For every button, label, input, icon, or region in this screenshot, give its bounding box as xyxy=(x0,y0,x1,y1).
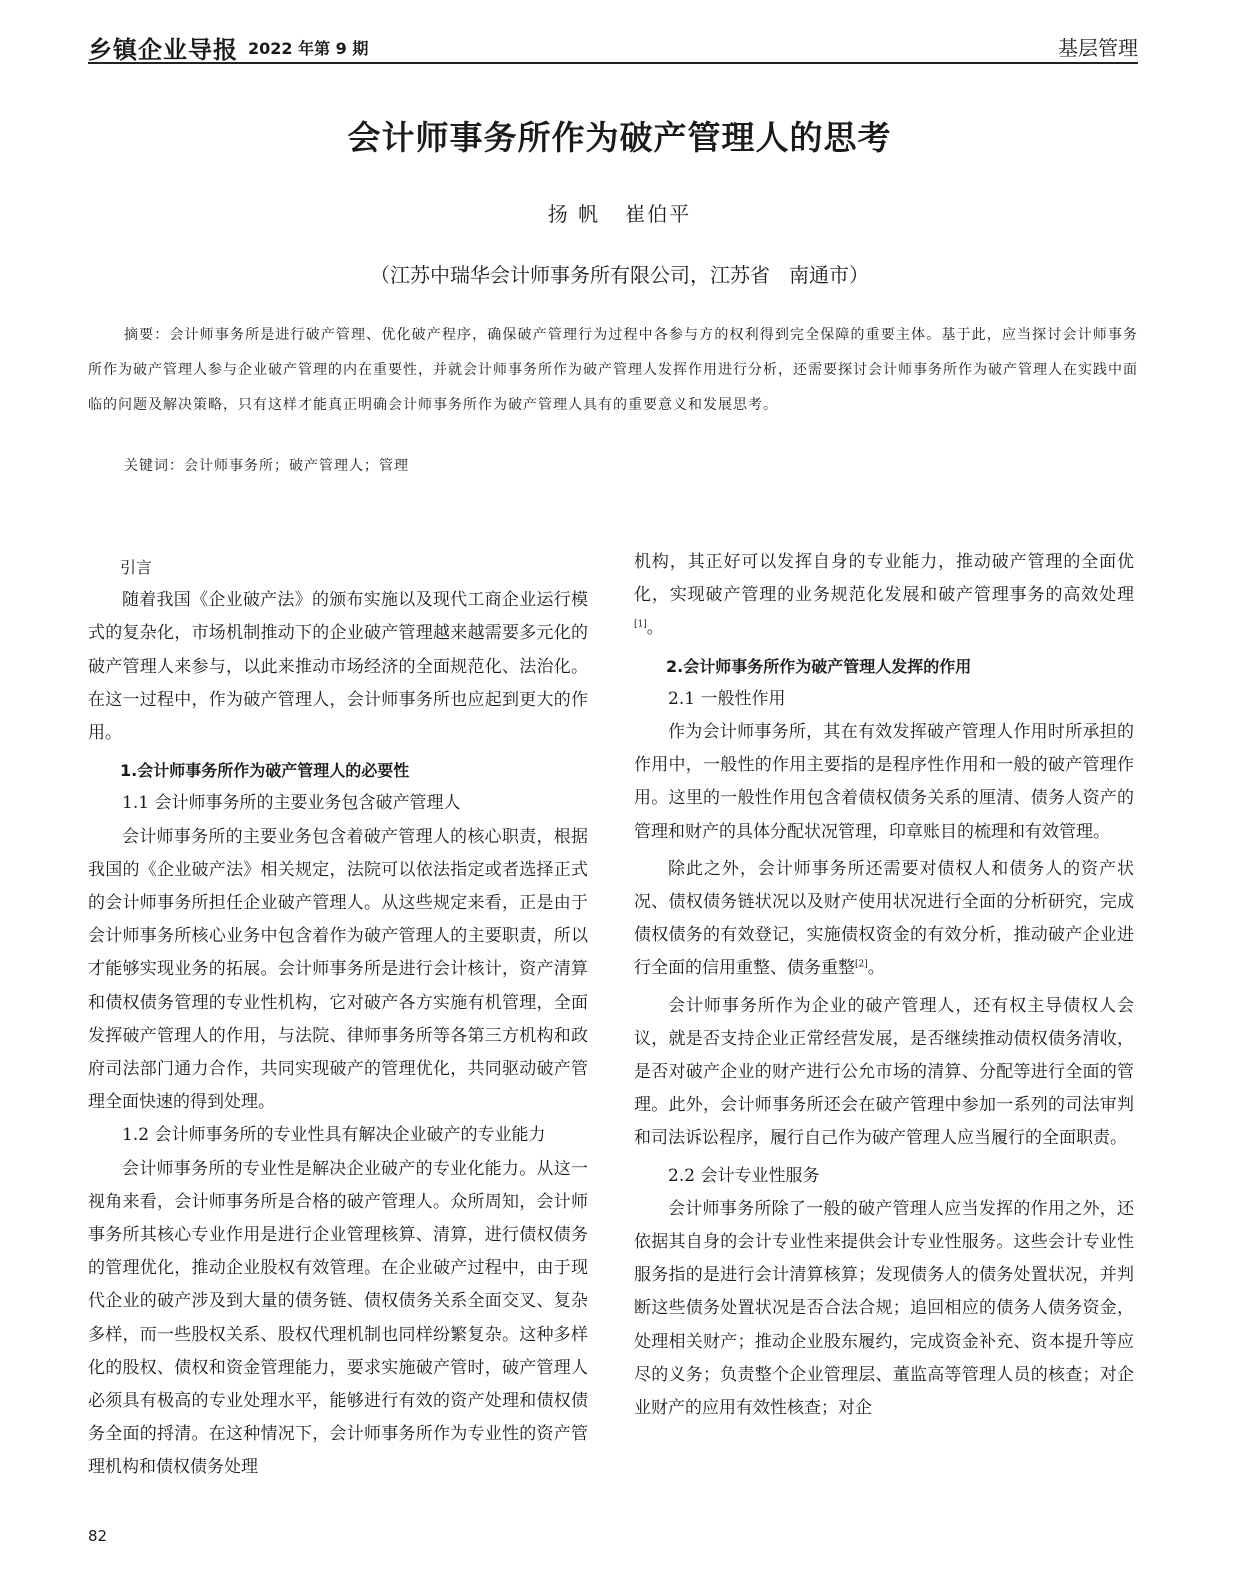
section-2-2-paragraph: 会计师事务所除了一般的破产管理人应当发挥的作用之外，还依据其自身的会计专业性来提供会计专业性服务。这些会计专业性服务指的是进行会计清算核算；发现债务人的债务处置状况，并判断这些债务处置状况是否合法合规；追回相应的债务人债务资金，处理相关财产；推动企业股东履约，完成资金补充、资本提升等应尽的义务；负责整个企业管理层、董监高等管理人员的核查；对企业财产的应用有效性核查；对企 xyxy=(634,1198,1134,1419)
section-2-1-paragraph-2-end: 。 xyxy=(867,958,885,979)
section-1-1-paragraph: 会计师事务所的主要业务包含着破产管理人的核心职责，根据我国的《企业破产法》相关规定，法院可以依法指定或者选择正式的会计师事务所担任企业破产管理人。从这些规定来看，正是由于会计师事务所核心业务中包含着作为破产管理人的主要职责，所以才能够实现业务的拓展。会计师事务所是进行会计核计，资产清算和债权债务管理的专业性机构，它对破产各方实施有机管理，全面发挥破产管理人的作用，与法院、律师事务所等各第三方机构和政府司法部门通力合作，共同实现破产的管理优化，共同驱动破产管理全面快速的得到处理。 xyxy=(88,826,588,1113)
continued-text: 机构，其正好可以发挥自身的专业能力，推动破产管理的全面优化，实现破产管理的业务规范化发展和破产管理事务的高效处理 xyxy=(634,552,1134,606)
section-2-1-heading: 2.1 一般性作用 xyxy=(668,688,786,709)
section-2-1-paragraph-2 xyxy=(634,853,1134,986)
section-2-1-paragraph-1: 作为会计师事务所，其在有效发挥破产管理人作用时所承担的作用中，一般性的作用主要指的是程序性作用和一般的破产管理作用。这里的一般性作用包含着债权债务关系的厘清、债务人资产的管理和财产的具体分配状况管理，印章账目的梳理和有效管理。 xyxy=(634,722,1134,842)
reference-2: [2] xyxy=(855,959,868,970)
section-1-heading: 1.会计师事务所作为破产管理人的必要性 xyxy=(120,761,410,781)
issue-number: 2022 年第 9 期 xyxy=(248,39,369,58)
section-1-1-heading: 1.1 会计师事务所的主要业务包含破产管理人 xyxy=(122,793,461,814)
page-number: 82 xyxy=(88,1527,108,1545)
continued-paragraph xyxy=(634,546,1134,646)
intro-heading: 引言 xyxy=(120,558,153,577)
section-name: 基层管理 xyxy=(1058,36,1138,60)
section-2-2-heading: 2.2 会计专业性服务 xyxy=(668,1165,820,1186)
section-1-2-paragraph: 会计师事务所的专业性是解决企业破产的专业化能力。从这一视角来看，会计师事务所是合格的破产管理人。众所周知，会计师事务所其核心专业作用是进行企业管理核算、清算，进行债权债务的管理优化，推动企业股权有效管理。在企业破产过程中，由于现代企业的破产涉及到大量的债务链、债权债务关系全面交叉、复杂多样，而一些股权关系、股权代理机制也同样纷繁复杂。这种多样化的股权、债权和资金管理能力，要求实施破产管时，破产管理人必须具有极高的专业处理水平，能够进行有效的资产处理和债权债务全面的捋清。在这种情况下，会计师事务所作为专业性的资产管理机构和债权债务处理 xyxy=(88,1158,588,1478)
keywords: 关键词：会计师事务所；破产管理人；管理 xyxy=(124,458,409,474)
journal-name: 乡镇企业导报 xyxy=(88,36,238,64)
article-authors: 扬 帆 崔伯平 xyxy=(547,202,692,226)
right-column xyxy=(634,546,1134,1425)
left-column xyxy=(88,551,588,1485)
section-2-heading: 2.会计师事务所作为破产管理人发挥的作用 xyxy=(666,656,972,676)
section-2-1-paragraph-2-text: 除此之外，会计师事务所还需要对债权人和债务人的资产状况、债权债务链状况以及财产使用状况进行全面的分析研究，完成债权债务的有效登记，实施债权资金的有效分析，推动破产企业进行全面的信用重整、债务重整 xyxy=(634,858,1134,979)
abstract: 摘要：会计师事务所是进行破产管理、优化破产程序，确保破产管理行为过程中各参与方的权利得到完全保障的重要主体。基于此，应当探讨会计师事务所作为破产管理人参与企业破产管理的内在重要性，并就会计师事务所作为破产管理人发挥作用进行分析，还需要探讨会计师事务所作为破产管理人在实践中面临的问题及解决策略，只有这样才能真正明确会计师事务所作为破产管理人具有的重要意义和发展思考。 xyxy=(88,327,1138,413)
section-2-1-paragraph-3: 会计师事务所作为企业的破产管理人，还有权主导债权人会议，就是否支持企业正常经营发展，是否继续推动债权债务清收，是否对破产企业的财产进行公允市场的清算、分配等进行全面的管理。此外，会计师事务所还会在破产管理中参加一系列的司法审判和司法诉讼程序，履行自己作为破产管理人应当履行的全面职责。 xyxy=(634,995,1134,1149)
intro-paragraph: 随着我国《企业破产法》的颁布实施以及现代工商企业运行模式的复杂化，市场机制推动下的企业破产管理越来越需要多元化的破产管理人来参与，以此来推动市场经济的全面规范化、法治化。在这一过程中，作为破产管理人，会计师事务所也应起到更大的作用。 xyxy=(88,590,588,744)
running-header xyxy=(88,28,1138,64)
article-title: 会计师事务所作为破产管理人的思考 xyxy=(347,118,892,157)
section-1-2-heading: 1.2 会计师事务所的专业性具有解决企业破产的专业能力 xyxy=(122,1125,546,1146)
continued-end: 。 xyxy=(646,618,664,639)
reference-1: [1] xyxy=(634,619,647,630)
author-affiliation: （江苏中瑞华会计师事务所有限公司，江苏省 南通市） xyxy=(369,263,870,287)
